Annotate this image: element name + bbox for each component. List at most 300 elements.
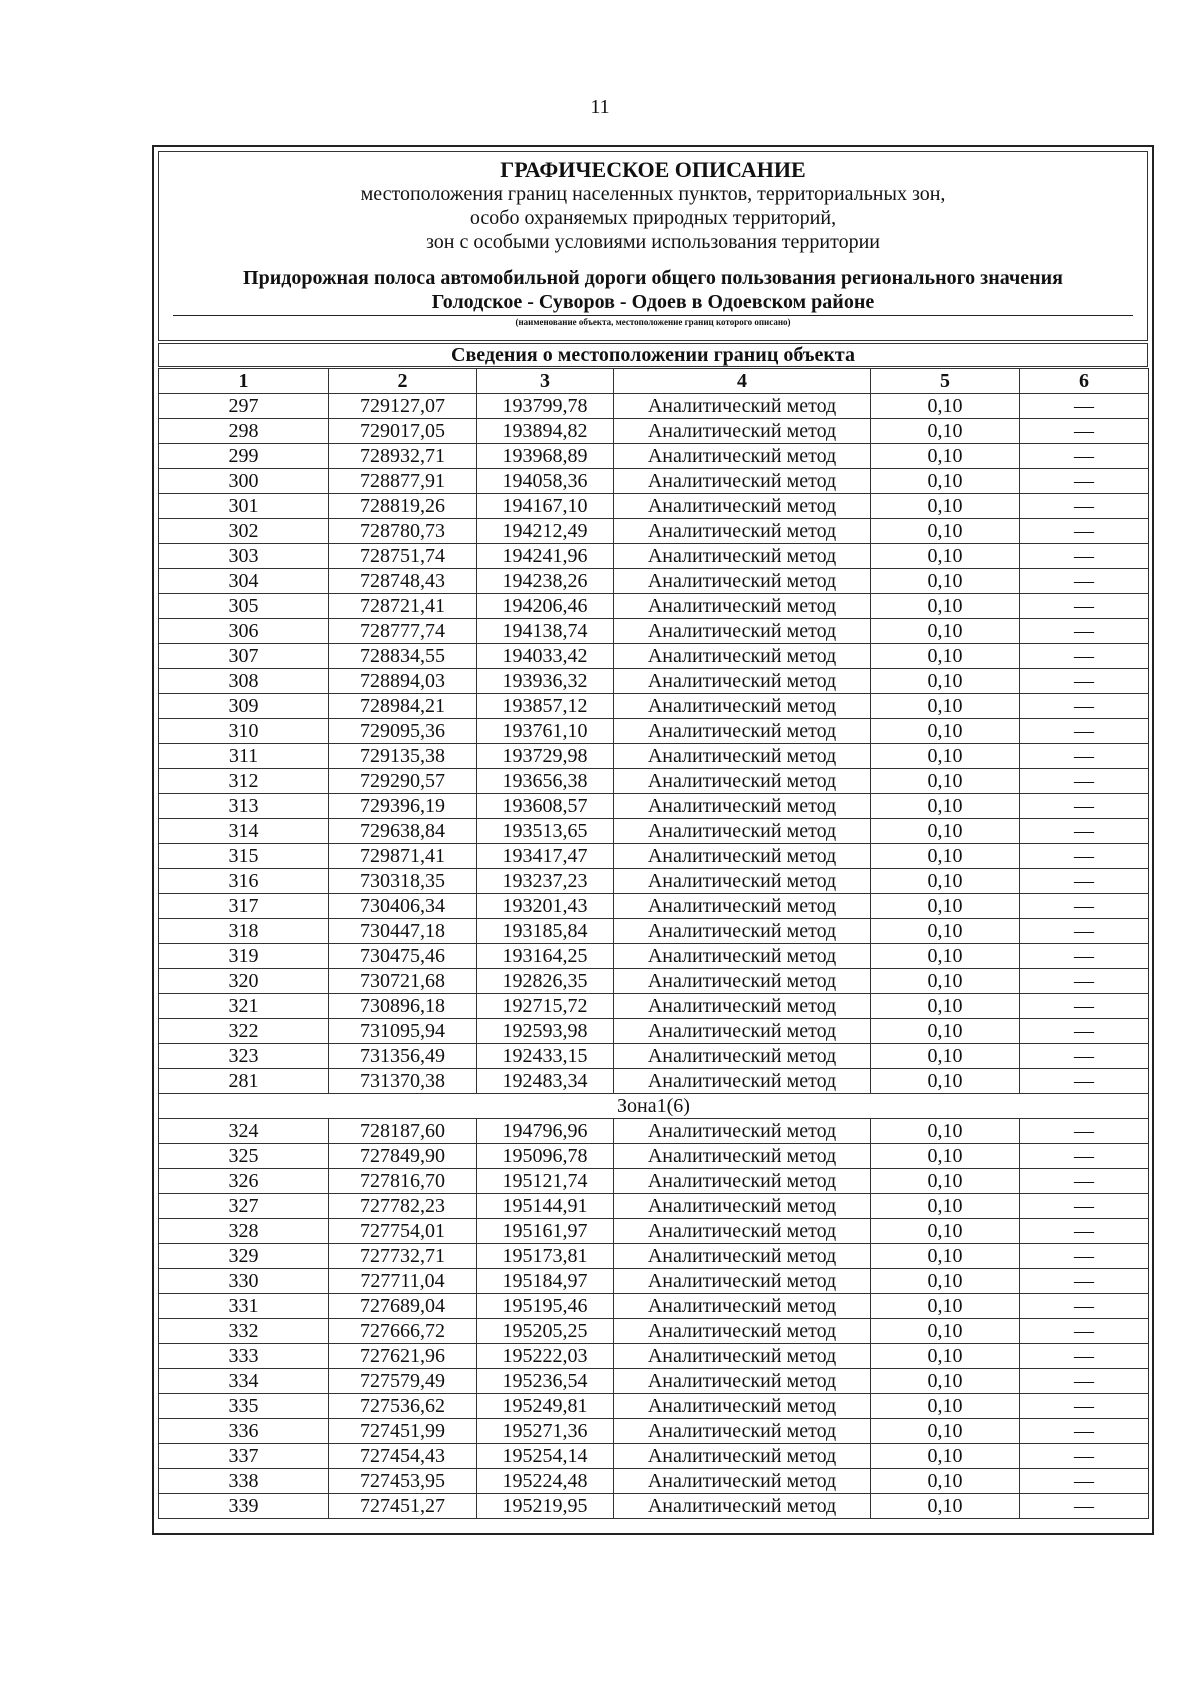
table-cell: 195222,03: [477, 1344, 614, 1369]
table-cell: 336: [159, 1419, 329, 1444]
table-row: [159, 469, 1149, 494]
table-cell: Аналитический метод: [614, 1044, 871, 1069]
table-cell: 194212,49: [477, 519, 614, 544]
object-name-line-1: Придорожная полоса автомобильной дороги общего пользования регионального значения: [243, 267, 1063, 289]
table-cell: —: [1020, 469, 1149, 494]
table-row: [159, 594, 1149, 619]
table-cell: 0,10: [871, 619, 1020, 644]
table-cell: 727453,95: [329, 1469, 477, 1494]
table-cell: 327: [159, 1194, 329, 1219]
table-cell: 0,10: [871, 469, 1020, 494]
table-cell: 0,10: [871, 744, 1020, 769]
table-cell: Аналитический метод: [614, 444, 871, 469]
table-cell: —: [1020, 1419, 1149, 1444]
table-cell: 0,10: [871, 1244, 1020, 1269]
table-cell: 0,10: [871, 994, 1020, 1019]
table-cell: 0,10: [871, 1394, 1020, 1419]
table-cell: 727454,43: [329, 1444, 477, 1469]
table-cell: 729871,41: [329, 844, 477, 869]
table-cell: 0,10: [871, 819, 1020, 844]
table-cell: Аналитический метод: [614, 394, 871, 419]
table-cell: 731356,49: [329, 1044, 477, 1069]
table-row: [159, 1494, 1149, 1519]
table-cell: —: [1020, 769, 1149, 794]
table-cell: 307: [159, 644, 329, 669]
table-cell: 195205,25: [477, 1319, 614, 1344]
table-cell: 192826,35: [477, 969, 614, 994]
table-row: [159, 1294, 1149, 1319]
table-cell: 727754,01: [329, 1219, 477, 1244]
table-cell: 0,10: [871, 769, 1020, 794]
table-cell: 316: [159, 869, 329, 894]
table-cell: —: [1020, 719, 1149, 744]
table-row: [159, 644, 1149, 669]
table-cell: 299: [159, 444, 329, 469]
table-cell: 195144,91: [477, 1194, 614, 1219]
column-header: 6: [1020, 369, 1149, 394]
table-cell: 322: [159, 1019, 329, 1044]
coordinates-table: [158, 368, 1149, 1519]
table-cell: 727689,04: [329, 1294, 477, 1319]
table-row: [159, 1144, 1149, 1169]
table-cell: Аналитический метод: [614, 469, 871, 494]
table-cell: 0,10: [871, 1044, 1020, 1069]
table-row: [159, 794, 1149, 819]
table-cell: 311: [159, 744, 329, 769]
table-cell: —: [1020, 569, 1149, 594]
table-cell: Аналитический метод: [614, 1419, 871, 1444]
table-row: [159, 669, 1149, 694]
table-cell: 298: [159, 419, 329, 444]
table-cell: 727711,04: [329, 1269, 477, 1294]
table-cell: 195271,36: [477, 1419, 614, 1444]
table-cell: 192433,15: [477, 1044, 614, 1069]
table-cell: —: [1020, 1469, 1149, 1494]
table-cell: 0,10: [871, 694, 1020, 719]
table-cell: Аналитический метод: [614, 519, 871, 544]
section-title: Сведения о местоположении границ объекта: [158, 343, 1148, 367]
table-cell: —: [1020, 794, 1149, 819]
table-cell: Аналитический метод: [614, 1444, 871, 1469]
table-cell: 195184,97: [477, 1269, 614, 1294]
table-cell: 729135,38: [329, 744, 477, 769]
table-cell: 326: [159, 1169, 329, 1194]
table-cell: —: [1020, 1019, 1149, 1044]
document-header: [158, 151, 1148, 341]
table-cell: 0,10: [871, 844, 1020, 869]
table-cell: 195249,81: [477, 1394, 614, 1419]
table-cell: Аналитический метод: [614, 844, 871, 869]
table-row: [159, 969, 1149, 994]
table-cell: 332: [159, 1319, 329, 1344]
table-cell: 0,10: [871, 944, 1020, 969]
table-row: [159, 569, 1149, 594]
object-name-line-2: Голодское - Суворов - Одоев в Одоевском районе: [431, 291, 875, 313]
table-cell: —: [1020, 819, 1149, 844]
table-cell: 0,10: [871, 1294, 1020, 1319]
table-cell: 728187,60: [329, 1119, 477, 1144]
table-cell: 194241,96: [477, 544, 614, 569]
table-body: [159, 394, 1149, 1519]
table-cell: 0,10: [871, 669, 1020, 694]
table-cell: —: [1020, 944, 1149, 969]
table-cell: 195161,97: [477, 1219, 614, 1244]
table-row: [159, 1419, 1149, 1444]
table-cell: —: [1020, 1294, 1149, 1319]
table-cell: 193417,47: [477, 844, 614, 869]
zone-label: Зона1(6): [159, 1094, 1149, 1119]
table-row: [159, 1319, 1149, 1344]
table-cell: 193968,89: [477, 444, 614, 469]
table-cell: 0,10: [871, 1144, 1020, 1169]
table-cell: 0,10: [871, 919, 1020, 944]
table-cell: Аналитический метод: [614, 969, 871, 994]
table-cell: 0,10: [871, 419, 1020, 444]
table-cell: 0,10: [871, 1369, 1020, 1394]
table-cell: 728932,71: [329, 444, 477, 469]
table-cell: 0,10: [871, 394, 1020, 419]
table-cell: 0,10: [871, 644, 1020, 669]
table-row: [159, 519, 1149, 544]
table-cell: —: [1020, 644, 1149, 669]
table-cell: 0,10: [871, 719, 1020, 744]
table-cell: Аналитический метод: [614, 1244, 871, 1269]
table-cell: 0,10: [871, 1119, 1020, 1144]
table-cell: Аналитический метод: [614, 1344, 871, 1369]
table-cell: 728894,03: [329, 669, 477, 694]
table-cell: —: [1020, 994, 1149, 1019]
column-header: 5: [871, 369, 1020, 394]
table-cell: 193656,38: [477, 769, 614, 794]
table-cell: 0,10: [871, 1469, 1020, 1494]
table-cell: Аналитический метод: [614, 1369, 871, 1394]
table-cell: —: [1020, 419, 1149, 444]
table-cell: —: [1020, 444, 1149, 469]
table-cell: Аналитический метод: [614, 1319, 871, 1344]
document-frame: [152, 145, 1154, 1535]
table-cell: Аналитический метод: [614, 644, 871, 669]
table-row: [159, 1444, 1149, 1469]
table-cell: 193894,82: [477, 419, 614, 444]
table-cell: 193799,78: [477, 394, 614, 419]
table-cell: 730721,68: [329, 969, 477, 994]
table-cell: 727451,27: [329, 1494, 477, 1519]
table-cell: Аналитический метод: [614, 1469, 871, 1494]
table-row: [159, 844, 1149, 869]
table-cell: 0,10: [871, 1194, 1020, 1219]
table-row: [159, 744, 1149, 769]
table-cell: 727621,96: [329, 1344, 477, 1369]
table-cell: 0,10: [871, 519, 1020, 544]
table-cell: 727782,23: [329, 1194, 477, 1219]
table-cell: Аналитический метод: [614, 1069, 871, 1094]
table-row: [159, 869, 1149, 894]
table-cell: —: [1020, 1444, 1149, 1469]
table-cell: 195254,14: [477, 1444, 614, 1469]
table-cell: 193857,12: [477, 694, 614, 719]
table-cell: 727451,99: [329, 1419, 477, 1444]
table-cell: 730896,18: [329, 994, 477, 1019]
table-cell: Аналитический метод: [614, 569, 871, 594]
table-cell: —: [1020, 544, 1149, 569]
object-caption: (наименование объекта, местоположение границ которого описано): [515, 317, 791, 327]
table-cell: 728834,55: [329, 644, 477, 669]
table-cell: 193513,65: [477, 819, 614, 844]
table-cell: —: [1020, 619, 1149, 644]
table-cell: 0,10: [871, 894, 1020, 919]
table-cell: 727666,72: [329, 1319, 477, 1344]
table-cell: 0,10: [871, 1344, 1020, 1369]
table-row: [159, 1219, 1149, 1244]
table-row: [159, 769, 1149, 794]
table-cell: 315: [159, 844, 329, 869]
table-cell: Аналитический метод: [614, 1144, 871, 1169]
table-cell: 0,10: [871, 569, 1020, 594]
zone-row: [159, 1094, 1149, 1119]
table-cell: 0,10: [871, 1319, 1020, 1344]
table-cell: 324: [159, 1119, 329, 1144]
column-header: 1: [159, 369, 329, 394]
table-cell: 0,10: [871, 494, 1020, 519]
table-cell: 728819,26: [329, 494, 477, 519]
table-cell: 728721,41: [329, 594, 477, 619]
table-row: [159, 719, 1149, 744]
table-row: [159, 419, 1149, 444]
table-cell: 310: [159, 719, 329, 744]
table-cell: 0,10: [871, 1169, 1020, 1194]
table-row: [159, 1194, 1149, 1219]
table-cell: 314: [159, 819, 329, 844]
table-cell: 727732,71: [329, 1244, 477, 1269]
table-cell: —: [1020, 594, 1149, 619]
table-cell: 318: [159, 919, 329, 944]
table-cell: 728984,21: [329, 694, 477, 719]
table-cell: 193201,43: [477, 894, 614, 919]
table-cell: 730475,46: [329, 944, 477, 969]
table-cell: Аналитический метод: [614, 494, 871, 519]
table-cell: Аналитический метод: [614, 1169, 871, 1194]
table-cell: Аналитический метод: [614, 1194, 871, 1219]
table-cell: 193729,98: [477, 744, 614, 769]
table-row: [159, 444, 1149, 469]
table-cell: 330: [159, 1269, 329, 1294]
table-cell: 731370,38: [329, 1069, 477, 1094]
table-cell: 728780,73: [329, 519, 477, 544]
table-cell: 195224,48: [477, 1469, 614, 1494]
table-cell: Аналитический метод: [614, 1219, 871, 1244]
table-cell: Аналитический метод: [614, 1269, 871, 1294]
table-cell: 728777,74: [329, 619, 477, 644]
table-cell: 194138,74: [477, 619, 614, 644]
table-cell: 193761,10: [477, 719, 614, 744]
table-cell: 727579,49: [329, 1369, 477, 1394]
table-cell: 0,10: [871, 1269, 1020, 1294]
table-cell: Аналитический метод: [614, 769, 871, 794]
column-header: 2: [329, 369, 477, 394]
table-cell: 195121,74: [477, 1169, 614, 1194]
table-row: [159, 1369, 1149, 1394]
document-title: ГРАФИЧЕСКОЕ ОПИСАНИЕ: [500, 157, 806, 182]
table-cell: 300: [159, 469, 329, 494]
table-cell: 192715,72: [477, 994, 614, 1019]
table-cell: 194033,42: [477, 644, 614, 669]
table-cell: 194796,96: [477, 1119, 614, 1144]
table-row: [159, 1269, 1149, 1294]
table-cell: —: [1020, 1319, 1149, 1344]
table-cell: Аналитический метод: [614, 419, 871, 444]
table-cell: 339: [159, 1494, 329, 1519]
table-row: [159, 919, 1149, 944]
table-header-row: [159, 369, 1149, 394]
table-cell: 194058,36: [477, 469, 614, 494]
table-row: [159, 894, 1149, 919]
table-row: [159, 1344, 1149, 1369]
table-cell: 730318,35: [329, 869, 477, 894]
table-cell: 0,10: [871, 794, 1020, 819]
table-cell: —: [1020, 1169, 1149, 1194]
table-cell: Аналитический метод: [614, 669, 871, 694]
table-row: [159, 1044, 1149, 1069]
table-cell: Аналитический метод: [614, 694, 871, 719]
table-cell: 333: [159, 1344, 329, 1369]
table-cell: 320: [159, 969, 329, 994]
table-row: [159, 1019, 1149, 1044]
table-row: [159, 694, 1149, 719]
table-cell: —: [1020, 494, 1149, 519]
table-cell: —: [1020, 844, 1149, 869]
table-cell: —: [1020, 969, 1149, 994]
table-cell: 195195,46: [477, 1294, 614, 1319]
table-cell: Аналитический метод: [614, 619, 871, 644]
table-cell: 192483,34: [477, 1069, 614, 1094]
table-cell: 195173,81: [477, 1244, 614, 1269]
table-cell: —: [1020, 894, 1149, 919]
table-cell: —: [1020, 869, 1149, 894]
table-cell: 194167,10: [477, 494, 614, 519]
table-cell: 0,10: [871, 1219, 1020, 1244]
table-row: [159, 544, 1149, 569]
subtitle-line: особо охраняемых природных территорий,: [469, 207, 837, 229]
table-row: [159, 394, 1149, 419]
table-cell: 727536,62: [329, 1394, 477, 1419]
table-cell: 0,10: [871, 1419, 1020, 1444]
table-cell: 0,10: [871, 1444, 1020, 1469]
table-cell: 0,10: [871, 869, 1020, 894]
table-cell: 331: [159, 1294, 329, 1319]
table-cell: 312: [159, 769, 329, 794]
table-cell: 193164,25: [477, 944, 614, 969]
table-row: [159, 944, 1149, 969]
table-cell: —: [1020, 1194, 1149, 1219]
table-cell: 321: [159, 994, 329, 1019]
table-cell: 195236,54: [477, 1369, 614, 1394]
table-cell: 729290,57: [329, 769, 477, 794]
table-cell: 192593,98: [477, 1019, 614, 1044]
table-cell: Аналитический метод: [614, 1394, 871, 1419]
table-cell: 319: [159, 944, 329, 969]
table-cell: 306: [159, 619, 329, 644]
table-cell: —: [1020, 1144, 1149, 1169]
table-cell: Аналитический метод: [614, 869, 871, 894]
table-cell: 730447,18: [329, 919, 477, 944]
table-cell: Аналитический метод: [614, 994, 871, 1019]
table-cell: —: [1020, 919, 1149, 944]
table-cell: Аналитический метод: [614, 719, 871, 744]
table-cell: —: [1020, 669, 1149, 694]
table-row: [159, 1394, 1149, 1419]
table-cell: 329: [159, 1244, 329, 1269]
table-cell: 728748,43: [329, 569, 477, 594]
table-cell: 328: [159, 1219, 329, 1244]
table-cell: Аналитический метод: [614, 594, 871, 619]
table-cell: 194238,26: [477, 569, 614, 594]
table-cell: 729396,19: [329, 794, 477, 819]
table-row: [159, 619, 1149, 644]
table-cell: 297: [159, 394, 329, 419]
table-cell: 730406,34: [329, 894, 477, 919]
table-cell: —: [1020, 1044, 1149, 1069]
table-cell: 302: [159, 519, 329, 544]
table-cell: Аналитический метод: [614, 819, 871, 844]
table-cell: 308: [159, 669, 329, 694]
table-cell: 193185,84: [477, 919, 614, 944]
table-row: [159, 994, 1149, 1019]
table-row: [159, 1169, 1149, 1194]
table-cell: 309: [159, 694, 329, 719]
table-cell: Аналитический метод: [614, 544, 871, 569]
table-cell: 0,10: [871, 969, 1020, 994]
table-cell: Аналитический метод: [614, 1494, 871, 1519]
table-cell: 727849,90: [329, 1144, 477, 1169]
table-cell: 0,10: [871, 544, 1020, 569]
table-cell: 325: [159, 1144, 329, 1169]
table-row: [159, 1119, 1149, 1144]
table-cell: —: [1020, 1269, 1149, 1294]
subtitle-line: зон с особыми условиями использования территории: [425, 231, 881, 253]
table-cell: 0,10: [871, 594, 1020, 619]
table-row: [159, 494, 1149, 519]
table-cell: —: [1020, 694, 1149, 719]
table-cell: —: [1020, 519, 1149, 544]
table-cell: —: [1020, 1244, 1149, 1269]
table-cell: 193936,32: [477, 669, 614, 694]
table-cell: —: [1020, 394, 1149, 419]
table-row: [159, 1469, 1149, 1494]
table-cell: 313: [159, 794, 329, 819]
table-cell: 304: [159, 569, 329, 594]
underline-rule: [173, 315, 1133, 316]
table-cell: Аналитический метод: [614, 794, 871, 819]
table-cell: —: [1020, 744, 1149, 769]
table-row: [159, 819, 1149, 844]
table-cell: 0,10: [871, 1069, 1020, 1094]
table-cell: 729017,05: [329, 419, 477, 444]
table-cell: 334: [159, 1369, 329, 1394]
table-cell: —: [1020, 1119, 1149, 1144]
table-cell: Аналитический метод: [614, 1294, 871, 1319]
table-cell: 317: [159, 894, 329, 919]
table-cell: —: [1020, 1369, 1149, 1394]
table-cell: 195096,78: [477, 1144, 614, 1169]
table-cell: —: [1020, 1219, 1149, 1244]
table-cell: 0,10: [871, 444, 1020, 469]
table-cell: 194206,46: [477, 594, 614, 619]
table-cell: 305: [159, 594, 329, 619]
table-cell: 0,10: [871, 1019, 1020, 1044]
page-number: 11: [590, 96, 610, 118]
column-header: 4: [614, 369, 871, 394]
table-cell: 281: [159, 1069, 329, 1094]
